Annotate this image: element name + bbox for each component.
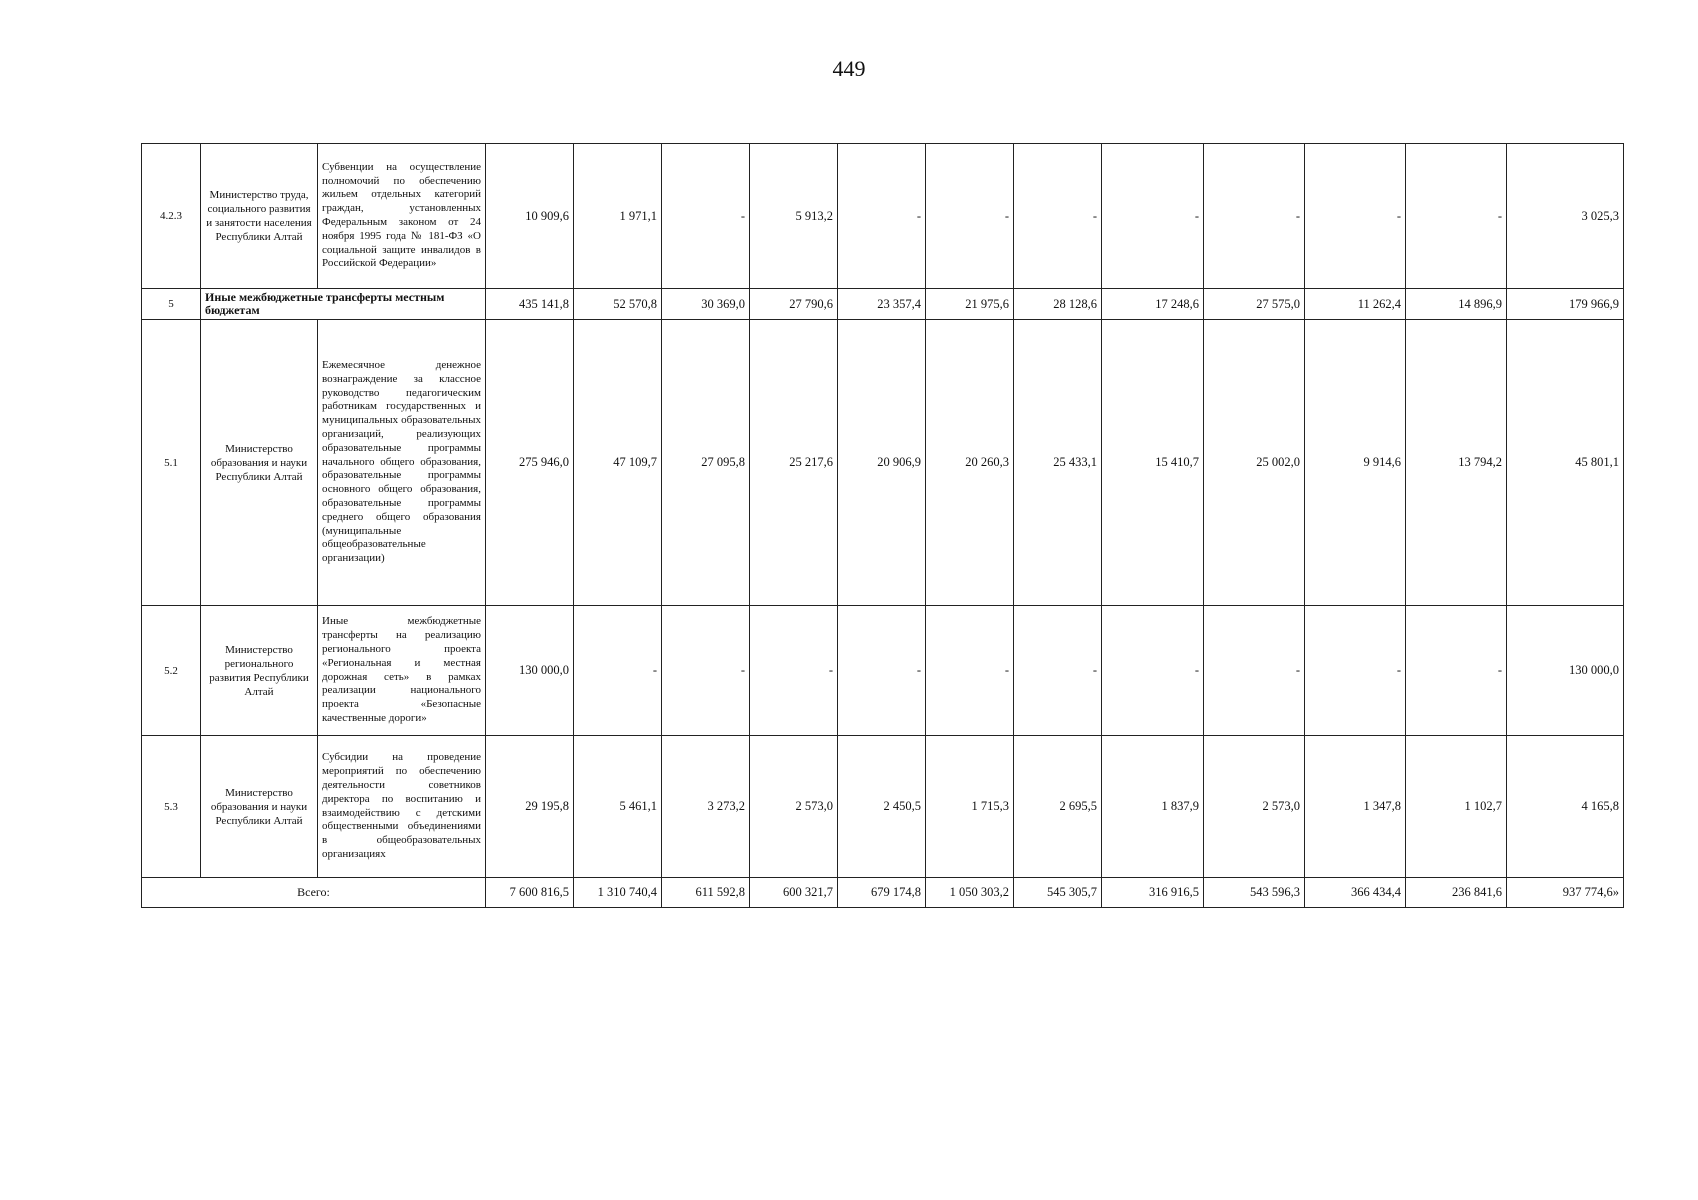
total-amount-cell: 316 916,5 xyxy=(1102,878,1204,908)
amount-cell: 1 837,9 xyxy=(1102,736,1204,878)
total-amount-cell: 600 321,7 xyxy=(750,878,838,908)
amount-cell: 130 000,0 xyxy=(486,606,574,736)
amount-cell: 27 095,8 xyxy=(662,320,750,606)
ministry-name: Министерство труда, социального развития и занятости населения Республики Алтай xyxy=(201,144,318,289)
total-amount-cell: 545 305,7 xyxy=(1014,878,1102,908)
ministry-name: Министерство регионального развития Республики Алтай xyxy=(201,606,318,736)
amount-cell: 2 573,0 xyxy=(1204,736,1305,878)
amount-cell: 20 906,9 xyxy=(838,320,926,606)
amount-cell: - xyxy=(662,144,750,289)
amount-cell: 20 260,3 xyxy=(926,320,1014,606)
amount-cell: 275 946,0 xyxy=(486,320,574,606)
amount-cell: 2 450,5 xyxy=(838,736,926,878)
amount-cell: 45 801,1 xyxy=(1507,320,1624,606)
total-amount-cell: 937 774,6» xyxy=(1507,878,1624,908)
row-code: 4.2.3 xyxy=(142,144,201,289)
section-title: Иные межбюджетные трансферты местным бюджетам xyxy=(201,289,486,320)
amount-cell: 9 914,6 xyxy=(1305,320,1406,606)
total-amount-cell: 679 174,8 xyxy=(838,878,926,908)
amount-cell: 52 570,8 xyxy=(574,289,662,320)
amount-cell: - xyxy=(750,606,838,736)
amount-cell: - xyxy=(838,606,926,736)
amount-cell: - xyxy=(838,144,926,289)
amount-cell: 435 141,8 xyxy=(486,289,574,320)
amount-cell: 11 262,4 xyxy=(1305,289,1406,320)
measure-description: Ежемесячное денежное вознаграждение за классное руководство педагогическим работникам государственных и муниципальных образовательных организаций, реализующих образовательные программы начального общего образования, образовательные программы основного общего образования, образовательные программы среднего общего образования (муниципальные общеобразовательные организации) xyxy=(318,320,486,606)
amount-cell: 3 273,2 xyxy=(662,736,750,878)
total-label: Всего: xyxy=(142,878,486,908)
amount-cell: - xyxy=(926,606,1014,736)
amount-cell: 1 347,8 xyxy=(1305,736,1406,878)
ministry-name: Министерство образования и науки Республики Алтай xyxy=(201,320,318,606)
amount-cell: 13 794,2 xyxy=(1406,320,1507,606)
row-code: 5.1 xyxy=(142,320,201,606)
amount-cell: 25 433,1 xyxy=(1014,320,1102,606)
amount-cell: - xyxy=(662,606,750,736)
measure-description: Иные межбюджетные трансферты на реализацию регионального проекта «Региональная и местная дорожная сеть» в рамках реализации национального проекта «Безопасные качественные дороги» xyxy=(318,606,486,736)
row-code: 5.2 xyxy=(142,606,201,736)
total-amount-cell: 543 596,3 xyxy=(1204,878,1305,908)
total-amount-cell: 236 841,6 xyxy=(1406,878,1507,908)
amount-cell: 4 165,8 xyxy=(1507,736,1624,878)
total-amount-cell: 7 600 816,5 xyxy=(486,878,574,908)
page-number: 449 xyxy=(832,56,866,81)
amount-cell: - xyxy=(1305,144,1406,289)
amount-cell: 27 790,6 xyxy=(750,289,838,320)
budget-table xyxy=(141,143,1624,908)
measure-description: Субвенции на осуществление полномочий по обеспечению жильем отдельных категорий граждан, установленных Федеральным законом от 24 ноября 1995 года № 181-ФЗ «О социальной защите инвалидов в Российской Федерации» xyxy=(318,144,486,289)
total-amount-cell: 611 592,8 xyxy=(662,878,750,908)
amount-cell: 14 896,9 xyxy=(1406,289,1507,320)
amount-cell: 28 128,6 xyxy=(1014,289,1102,320)
total-amount-cell: 1 050 303,2 xyxy=(926,878,1014,908)
amount-cell: 5 461,1 xyxy=(574,736,662,878)
amount-cell: - xyxy=(1102,606,1204,736)
total-amount-cell: 1 310 740,4 xyxy=(574,878,662,908)
amount-cell: 2 573,0 xyxy=(750,736,838,878)
amount-cell: - xyxy=(926,144,1014,289)
amount-cell: 10 909,6 xyxy=(486,144,574,289)
amount-cell: - xyxy=(1014,144,1102,289)
table-body xyxy=(142,144,1624,908)
amount-cell: 29 195,8 xyxy=(486,736,574,878)
table-row xyxy=(142,144,1624,289)
amount-cell: 17 248,6 xyxy=(1102,289,1204,320)
table-row xyxy=(142,606,1624,736)
ministry-name: Министерство образования и науки Республики Алтай xyxy=(201,736,318,878)
amount-cell: 21 975,6 xyxy=(926,289,1014,320)
amount-cell: 130 000,0 xyxy=(1507,606,1624,736)
amount-cell: - xyxy=(1305,606,1406,736)
amount-cell: - xyxy=(1406,144,1507,289)
amount-cell: 179 966,9 xyxy=(1507,289,1624,320)
total-amount-cell: 366 434,4 xyxy=(1305,878,1406,908)
amount-cell: - xyxy=(1204,144,1305,289)
measure-description: Субсидии на проведение мероприятий по обеспечению деятельности советников директора по воспитанию и взаимодействию с детскими общественными объединениями в общеобразовательных организациях xyxy=(318,736,486,878)
amount-cell: 23 357,4 xyxy=(838,289,926,320)
amount-cell: 27 575,0 xyxy=(1204,289,1305,320)
row-code: 5.3 xyxy=(142,736,201,878)
row-code: 5 xyxy=(142,289,201,320)
amount-cell: - xyxy=(1102,144,1204,289)
amount-cell: 1 102,7 xyxy=(1406,736,1507,878)
amount-cell: 3 025,3 xyxy=(1507,144,1624,289)
amount-cell: - xyxy=(1406,606,1507,736)
amount-cell: 1 715,3 xyxy=(926,736,1014,878)
amount-cell: 5 913,2 xyxy=(750,144,838,289)
amount-cell: 1 971,1 xyxy=(574,144,662,289)
amount-cell: 2 695,5 xyxy=(1014,736,1102,878)
amount-cell: 47 109,7 xyxy=(574,320,662,606)
amount-cell: - xyxy=(574,606,662,736)
amount-cell: - xyxy=(1204,606,1305,736)
table-row xyxy=(142,320,1624,606)
amount-cell: 25 217,6 xyxy=(750,320,838,606)
table-row xyxy=(142,736,1624,878)
amount-cell: 30 369,0 xyxy=(662,289,750,320)
table-row-section xyxy=(142,289,1624,320)
table-row-total xyxy=(142,878,1624,908)
amount-cell: 25 002,0 xyxy=(1204,320,1305,606)
amount-cell: 15 410,7 xyxy=(1102,320,1204,606)
amount-cell: - xyxy=(1014,606,1102,736)
